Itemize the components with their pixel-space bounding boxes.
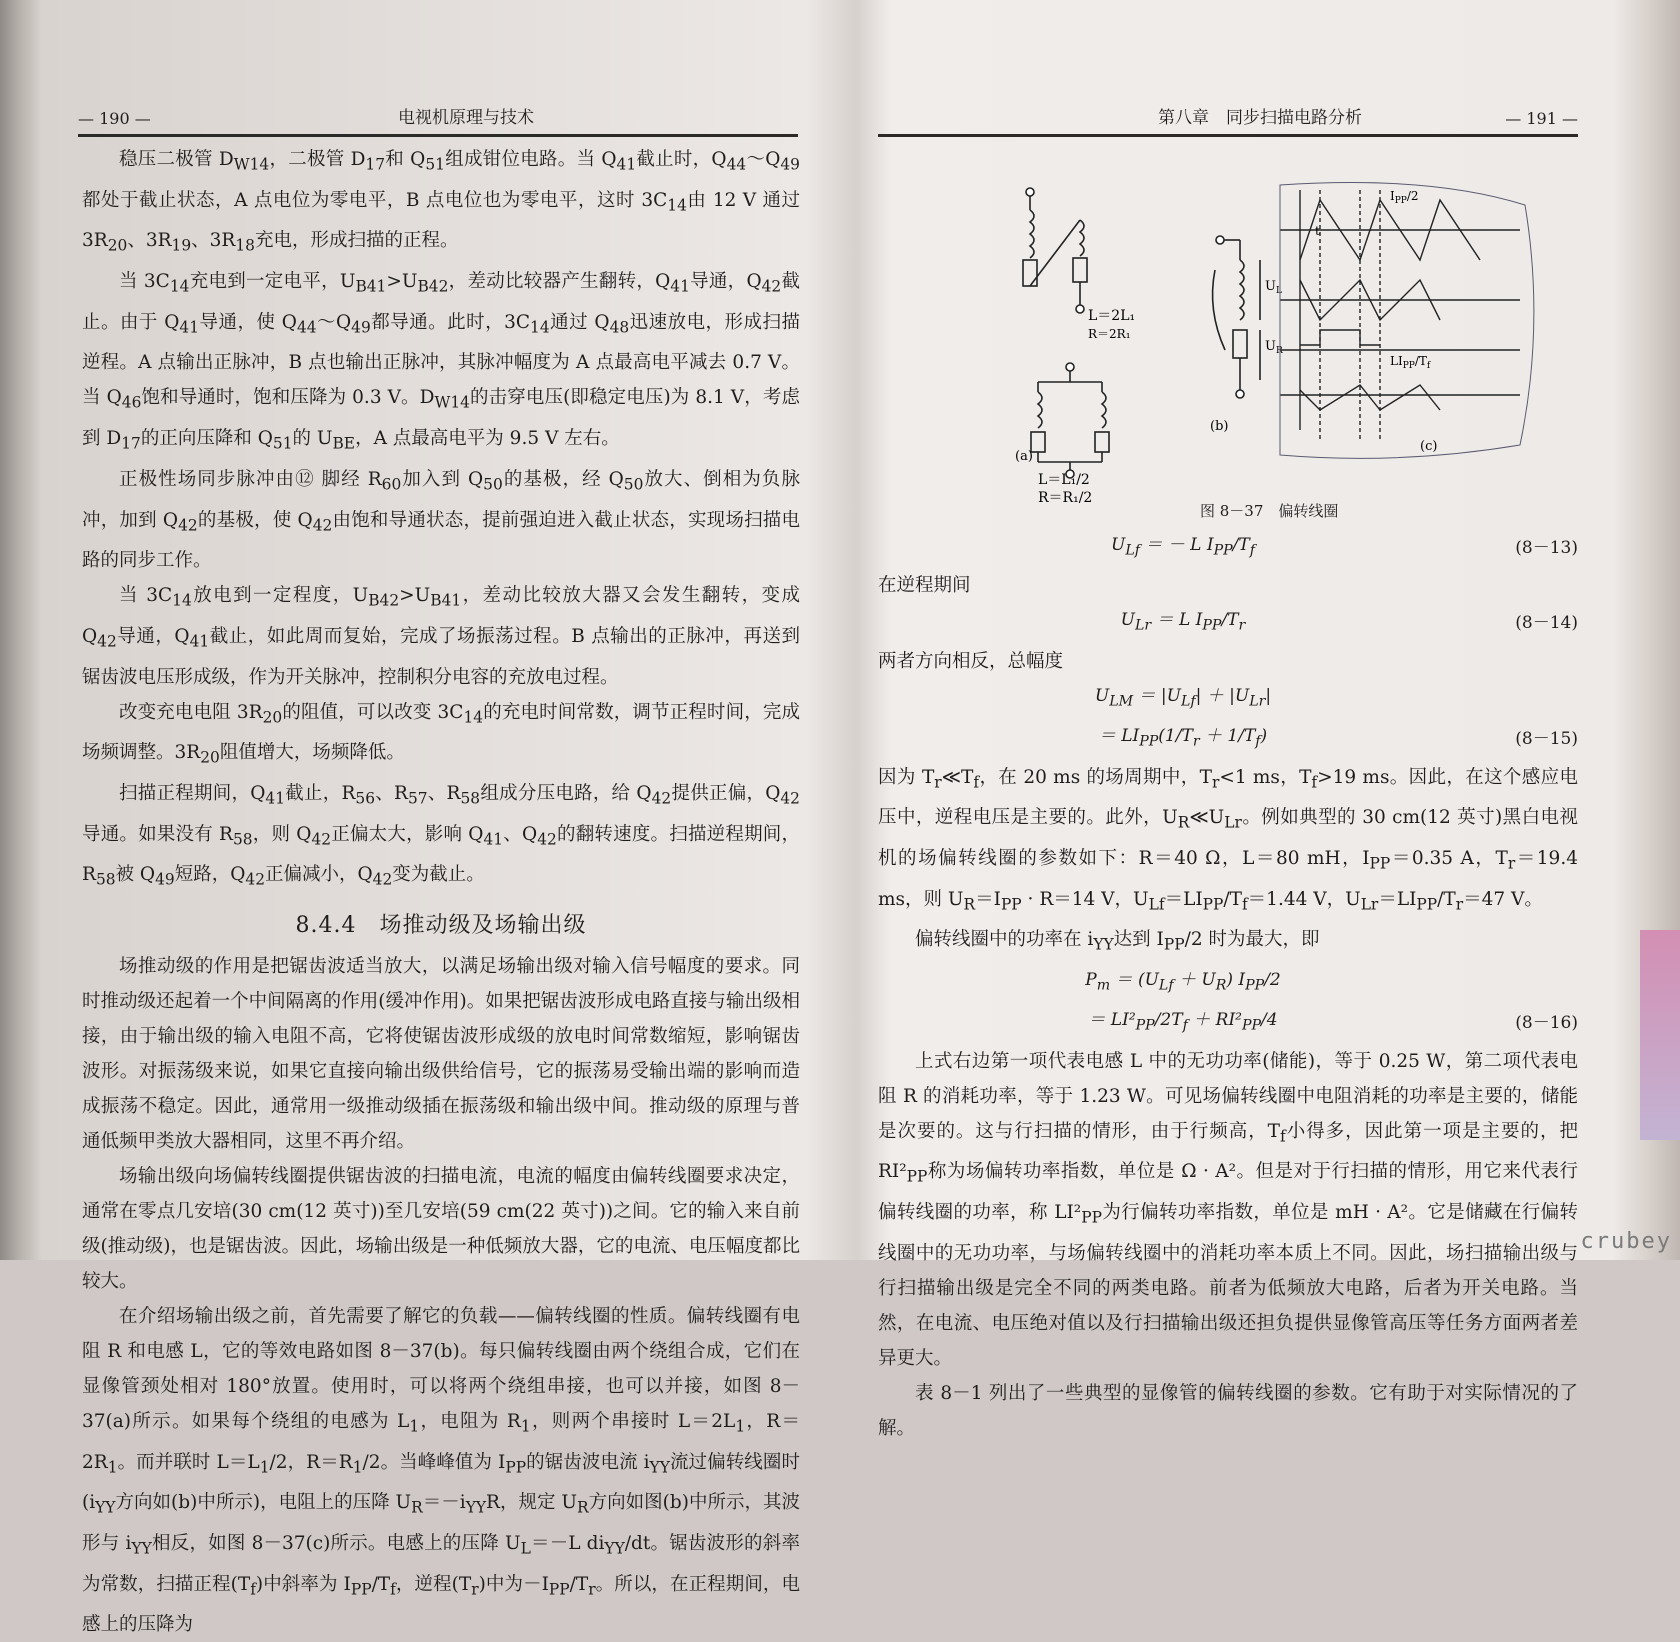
label-total: 两者方向相反，总幅度 <box>878 650 1064 672</box>
figure-a-series-label-r: R＝2R₁ <box>1088 327 1131 341</box>
equation-8-13: $U_{Lf}$ ＝ － L $I_{PP}/T_f$ (8－13) <box>1111 535 1578 559</box>
right-paragraph-1: 因为 $T_r≪T_f$，在 20 ms 的场周期中，$T_r<1$ ms，$T_f>19$ ms。因此，在这个感应电压中，逆程电压是主要的。此外，$U_R≪U_{Lr}$。例如典型的 30 cm(12 英寸)黑白电视机的场偏转线圈的参数如下：R＝40 Ω，L＝80 mH，$I_{PP}=0.35$ A，$T_r=19.4$ ms，则 $U_R=I_{PP} \cdot R=14$ V，$U_{Lf}=LI_{PP}/T_f=1.44$ V，$U_{Lr}=LI_{PP}/T_r=47$ V。 <box>878 766 1579 914</box>
left-paragraph-3: 正极性场同步脉冲由⑫ 脚经 $R_{60}$加入到 $Q_{50}$的基极，经 $Q_{50}$放大、倒相为负脉冲，加到 $Q_{42}$的基极，使 $Q_{42}$由饱和导通状态，提前强迫进入截止状态，实现场扫描电路的同步工作。 <box>82 468 800 572</box>
left-paragraph-1: 稳压二极管 $D_{W14}$，二极管 $D_{17}$和 $Q_{51}$组成钳位电路。当 $Q_{41}$截止时，$Q_{44}\sim Q_{49}$都处于截止状态，A 点电位为零电平，B 点电位也为零电平，这时 $3C_{14}$由 12 V 通过 $3R_{20}$、$3R_{19}$、$3R_{18}$充电，形成扫描的正程。 <box>82 149 801 256</box>
figure-c-ipp-label: $I_{PP}/2$ <box>1390 189 1419 206</box>
figure-c-label: (c) <box>1420 439 1438 454</box>
figure-b-label: (b) <box>1210 419 1229 434</box>
left-paragraph-after-heading-2: 场输出级向场偏转线圈提供锯齿波的扫描电流，电流的幅度由偏转线圈要求决定，通常在零点几安培(30 cm(12 英寸))至几安培(59 cm(22 英寸))之间。它的输入来自前级(推动级)，也是锯齿波。因此，场输出级是一种低频放大器，它的电流、电压幅度都比较大。 <box>82 1166 800 1292</box>
figure-c-t-label: t <box>1315 224 1320 238</box>
left-header-title: 电视机原理与技术 <box>398 108 534 128</box>
left-running-head <box>78 90 798 137</box>
equation-8-15b: ＝ $LI_{PP}(1/T_r + 1/T_f)$ (8－15) <box>1098 726 1578 750</box>
background-fabric <box>1640 930 1680 1140</box>
left-paragraph-after-heading-1: 场推动级的作用是把锯齿波适当放大，以满足场输出级对输入信号幅度的要求。同时推动级还起着一个中间隔离的作用(缓冲作用)。如果把锯齿波形成电路直接与输出级相接，由于输出级的输入电阻不高，它将使锯齿波形成级的放电时间常数缩短，影响锯齿波形。对振荡级来说，如果它直接向输出级供给信号，它的振荡易受输出端的影响而造成振荡不稳定。因此，通常用一级推动级插在振荡级和输出级中间。推动级的原理与普通低频甲类放大器相同，这里不再介绍。 <box>82 956 800 1152</box>
equation-8-15a: $U_{LM} = |U_{Lf}| + |U_{Lr}|$ <box>1094 685 1272 710</box>
left-page <box>40 0 820 1636</box>
right-running-head <box>878 90 1578 137</box>
equation-8-16a: $P_m = (U_{Lf} + U_R)$ $I_{PP}/2$ <box>1085 970 1281 994</box>
figure-a-parallel-label2: R＝R₁/2 <box>1038 490 1093 506</box>
figure-b-circuit <box>1213 236 1260 398</box>
deflection-coil-figure <box>920 180 1560 510</box>
left-paragraph-6: 扫描正程期间，$Q_{41}$截止，$R_{56}$、$R_{57}$、$R_{58}$组成分压电路，给 $Q_{42}$提供正偏，$Q_{42}$导通。如果没有 $R_{58}$，则 $Q_{42}$正偏太大，影响 $Q_{41}$、$Q_{42}$的翻转速度。扫描逆程期间，$R_{58}$被 $Q_{49}$短路，$Q_{42}$正偏减小，$Q_{42}$变为截止。 <box>82 782 800 889</box>
figure-a-parallel <box>1031 363 1109 478</box>
left-paragraphs-bottom <box>82 949 800 1642</box>
figure-caption: 图 8－37 偏转线圈 <box>1200 502 1339 520</box>
equation-8-16b: ＝ $LI^2_{PP}/2T_f + RI^2_{PP}/4$ (8－16) <box>1088 1010 1578 1034</box>
figure-b-ur-label: $U_R$ <box>1265 339 1283 356</box>
right-paragraph-2: 偏转线圈中的功率在 $i_{YY}$达到 $I_{PP}/2$ 时为最大，即 <box>915 929 1320 954</box>
figure-a-series <box>1023 188 1087 313</box>
left-page-number: — 190 — <box>78 109 151 128</box>
right-page-number: — 191 — <box>1505 109 1578 128</box>
right-header-title: 第八章 同步扫描电路分析 <box>1158 108 1362 128</box>
label-retrace: 在逆程期间 <box>878 575 971 597</box>
watermark: crubey <box>1580 1229 1672 1254</box>
figure-c-lipp-label: $LI_{PP}/T_f$ <box>1390 354 1431 371</box>
right-page <box>860 0 1620 1439</box>
figure-a-series-label: L＝2L₁ <box>1088 308 1136 324</box>
right-paragraph-4: 表 8－1 列出了一些典型的显像管的偏转线圈的参数。它有助于对实际情况的了解。 <box>878 1382 1578 1439</box>
section-heading: 8.4.4 场推动级及场输出级 <box>295 913 587 938</box>
figure-a-parallel-label1: L＝L₁/2 <box>1038 472 1090 488</box>
left-paragraph-4: 当 $3C_{14}$放电到一定程度，$U_{B42}>U_{B41}$，差动比较放大器又会发生翻转，变成 $Q_{42}$导通，$Q_{41}$截止，如此周而复始，完成了场振荡过程。B 点输出的正脉冲，再送到锯齿波电压形成级，作为开关脉冲，控制积分电容的充放电过程。 <box>82 585 800 688</box>
equation-8-14: $U_{Lr} = L$ $I_{PP}/T_r$ (8－14) <box>1120 610 1578 634</box>
left-paragraphs-top <box>82 142 800 898</box>
right-paragraph-3: 上式右边第一项代表电感 L 中的无功功率(储能)，等于 0.25 W，第二项代表电阻 R 的消耗功率，等于 1.23 W。可见场偏转线圈中电阻消耗的功率是主要的，储能是次要的。这与行扫描的情形，由于行频高，$T_f$小得多，因此第一项是主要的，把 $RI^2_{PP}$称为场偏转功率指数，单位是 Ω · A²。但是对于行扫描的情形，用它来代表行偏转线圈的功率，称 $LI^2_{PP}$为行偏转功率指数，单位是 mH · A²。它是储藏在行偏转线圈中的无功功率，与场偏转线圈中的消耗功率本质上不同。因此，场扫描输出级与行扫描输出级是完全不同的两类电路。前者为低频放大电路，后者为开关电路。当然，在电流、电压绝对值以及行扫描输出级还担负提供显像管高压等任务方面两者差异更大。 <box>878 1050 1578 1369</box>
figure-b-ul-label: $U_L$ <box>1265 279 1282 296</box>
left-paragraph-after-heading-3: 在介绍场输出级之前，首先需要了解它的负载——偏转线圈的性质。偏转线圈有电阻 R 和电感 L，它的等效电路如图 8－37(b)。每只偏转线圈由两个绕组合成，它们在显像管颈处相对 180°放置。使用时，可以将两个绕组串接，也可以并接，如图 8－37(a)所示。如果每个绕组的电感为 $L_1$，电阻为 $R_1$，则两个串接时 $L=2L_1$，$R=2R_1$。而并联时 $L=L_1/2$，$R=R_1/2$。当峰峰值为 $I_{PP}$的锯齿波电流 $i_{YY}$流过偏转线圈时($i_{YY}$方向如(b)中所示)，电阻上的压降 $U_R=-i_{YY}R$，规定 $U_R$方向如图(b)中所示，其波形与 $i_{YY}$相反，如图 8－37(c)所示。电感上的压降 $U_L=-L$ $di_{YY}/dt$。锯齿波形的斜率为常数，扫描正程$(T_f)$中斜率为 $I_{PP}/T_f$，逆程$(T_r)$中为$-I_{PP}/T_r$。所以，在正程期间，电感上的压降为 <box>82 1306 801 1636</box>
left-body <box>82 142 800 1642</box>
left-paragraph-2: 当 $3C_{14}$充电到一定电平，$U_{B41}>U_{B42}$，差动比较器产生翻转，$Q_{41}$导通，$Q_{42}$截止。由于 $Q_{41}$导通，使 $Q_{44}\sim Q_{49}$都导通。此时，$3C_{14}$通过 $Q_{48}$迅速放电，形成扫描逆程。A 点输出正脉冲，B 点也输出正脉冲，其脉冲幅度为 A 点最高电平减去 0.7 V。当 $Q_{46}$饱和导通时，饱和压降为 0.3 V。$D_{W14}$的击穿电压(即稳定电压)为 8.1 V，考虑到 $D_{17}$的正向压降和 $Q_{51}$的 $U_{BE}$，A 点最高电平为 9.5 V 左右。 <box>82 271 800 453</box>
right-body <box>878 528 1578 1446</box>
left-paragraph-5: 改变充电电阻 $3R_{20}$的阻值，可以改变 $3C_{14}$的充电时间常数，调节正程时间，完成场频调整。$3R_{20}$阻值增大，场频降低。 <box>82 701 800 767</box>
figure-a-label: (a) <box>1015 449 1033 464</box>
